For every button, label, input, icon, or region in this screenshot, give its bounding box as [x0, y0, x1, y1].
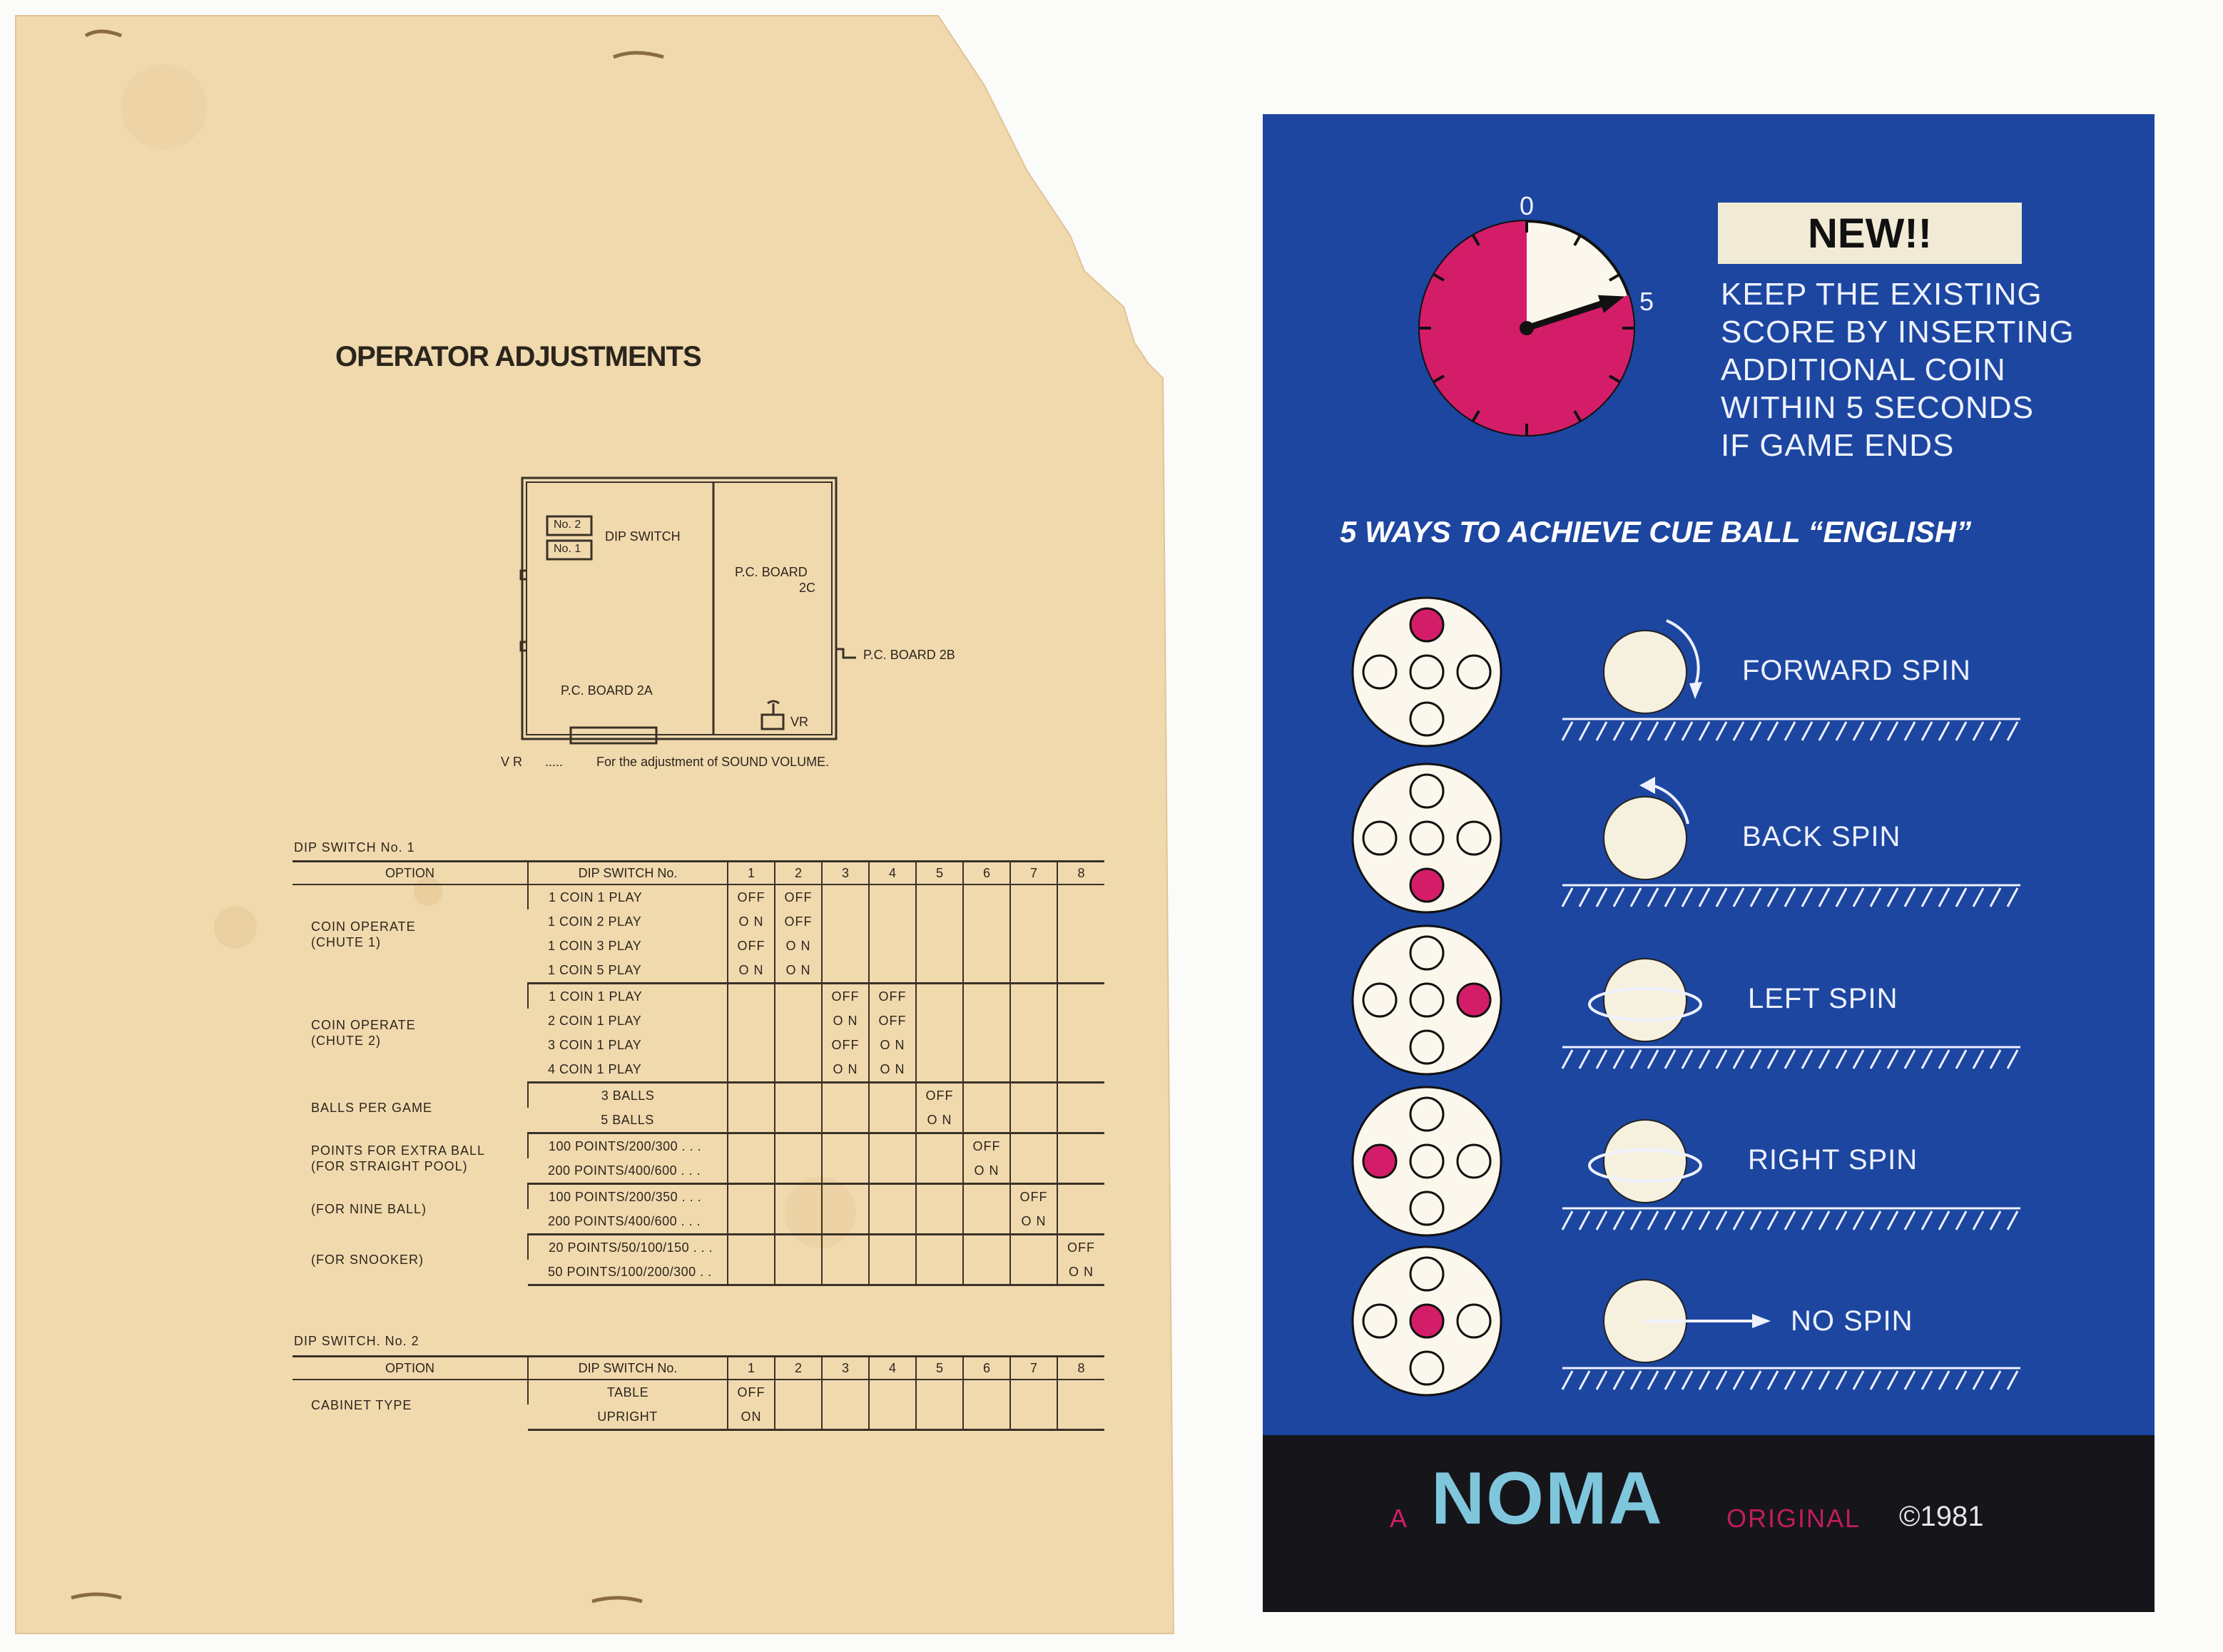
switch-7-value [1010, 1009, 1057, 1033]
header-switch-8: 8 [1057, 862, 1104, 885]
cue-ball-icon [1604, 1120, 1687, 1203]
header-switch-3: 3 [822, 1357, 869, 1380]
switch-4-value: OFF [869, 984, 916, 1009]
switch-6-value [963, 1057, 1010, 1083]
switch-2-value: O N [775, 934, 822, 958]
switch-4-value [869, 1260, 916, 1285]
header-switch-7: 7 [1010, 1357, 1057, 1380]
switch-7-value [1010, 1404, 1057, 1430]
switch-4-value [869, 1235, 916, 1260]
switch-5-value [916, 1235, 963, 1260]
setting-row [292, 1184, 1104, 1210]
header-switch-8: 8 [1057, 1357, 1104, 1380]
strike-point-dot [1410, 608, 1443, 641]
switch-4-value: O N [869, 1057, 916, 1083]
switch-5-value [916, 884, 963, 909]
switch-2-value [775, 1083, 822, 1108]
switch-3-value [822, 884, 869, 909]
switch-4-value: O N [869, 1033, 916, 1057]
header-option: OPTION [292, 862, 528, 885]
header-switch-5: 5 [916, 862, 963, 885]
setting-name: 3 BALLS [528, 1083, 728, 1108]
brand-original: ORIGINAL [1726, 1504, 1861, 1533]
switch-1-value: ON [728, 1404, 775, 1430]
switch-3-value [822, 934, 869, 958]
switch-2-value [775, 1133, 822, 1159]
aim-point-circle [1410, 775, 1443, 807]
switch-3-value [822, 958, 869, 984]
switch-1-value: O N [728, 958, 775, 984]
spin-label: RIGHT SPIN [1748, 1144, 1918, 1176]
aim-point-circle [1410, 1352, 1443, 1385]
header-switch-1: 1 [728, 1357, 775, 1380]
switch-8-value [1057, 1133, 1104, 1159]
switch-1-value [728, 1057, 775, 1083]
cue-ball-icon [1604, 797, 1687, 879]
aim-point-circle [1410, 1258, 1443, 1290]
dip-switch-no1-label: No. 1 [554, 543, 581, 555]
switch-8-value [1057, 1108, 1104, 1133]
table-surface-hatch [1562, 1211, 2018, 1230]
switch-1-value: OFF [728, 1380, 775, 1404]
vr-label: VR [790, 715, 809, 729]
option-name [292, 1380, 528, 1430]
switch-8-value [1057, 1404, 1104, 1430]
switch-3-value [822, 1380, 869, 1404]
switch-2-value [775, 1404, 822, 1430]
switch-1-value [728, 1184, 775, 1210]
setting-name: 5 BALLS [528, 1108, 728, 1133]
timer-label-0: 0 [1520, 191, 1535, 220]
option-name [292, 1083, 528, 1133]
switch-4-value [869, 909, 916, 934]
aim-point-circle [1458, 656, 1490, 688]
switch-4-value [869, 1184, 916, 1210]
aim-point-circle [1410, 656, 1443, 688]
switch-1-value: O N [728, 909, 775, 934]
switch-6-value [963, 1260, 1010, 1285]
setting-name: 20 POINTS/50/100/150 . . . [528, 1235, 728, 1260]
switch-5-value [916, 909, 963, 934]
switch-5-value: OFF [916, 1083, 963, 1108]
switch-4-value [869, 1404, 916, 1430]
switch-2-value: O N [775, 958, 822, 984]
option-name [292, 1184, 528, 1235]
pc-board-2a-label: P.C. BOARD 2A [561, 683, 653, 698]
spin-label: BACK SPIN [1742, 821, 1901, 852]
switch-1-value [728, 1083, 775, 1108]
switch-4-value [869, 884, 916, 909]
table-surface-hatch [1562, 1050, 2018, 1069]
aim-point-circle [1410, 1098, 1443, 1131]
switch-1-value [728, 984, 775, 1009]
switch-6-value [963, 1009, 1010, 1033]
dip-switch-1-title: DIP SWITCH No. 1 [294, 840, 415, 855]
switch-6-value [963, 984, 1010, 1009]
aim-point-circle [1458, 1145, 1490, 1178]
option-name-line: BALLS PER GAME [311, 1101, 433, 1115]
switch-4-value: OFF [869, 1009, 916, 1033]
spin-diagram [1263, 922, 2155, 1079]
switch-3-value [822, 1184, 869, 1210]
switch-5-value [916, 1260, 963, 1285]
switch-3-value [822, 1404, 869, 1430]
switch-2-value [775, 1057, 822, 1083]
note-sound-volume: For the adjustment of SOUND VOLUME. [596, 755, 830, 769]
option-name [292, 1235, 528, 1285]
switch-8-value [1057, 884, 1104, 909]
switch-2-value [775, 1260, 822, 1285]
switch-2-value [775, 1235, 822, 1260]
switch-6-value [963, 958, 1010, 984]
aim-point-circle [1363, 984, 1396, 1016]
switch-5-value [916, 1033, 963, 1057]
spin-row-forward-spin [1263, 593, 2155, 750]
cue-ball-icon [1604, 959, 1687, 1041]
dip-switch-2-title: DIP SWITCH. No. 2 [294, 1334, 419, 1348]
switch-4-value [869, 1133, 916, 1159]
switch-5-value [916, 958, 963, 984]
aim-point-circle [1458, 822, 1490, 855]
switch-7-value: OFF [1010, 1184, 1057, 1210]
header-switch-2: 2 [775, 862, 822, 885]
strike-point-dot [1363, 1145, 1396, 1178]
switch-2-value [775, 1033, 822, 1057]
dip-switch-label: DIP SWITCH [605, 529, 681, 544]
switch-6-value: O N [963, 1158, 1010, 1184]
spin-row-left-spin [1263, 922, 2155, 1079]
switch-3-value [822, 1209, 869, 1235]
cue-ball-icon [1604, 631, 1687, 713]
option-name-line: (FOR NINE BALL) [311, 1202, 427, 1216]
switch-2-value [775, 1108, 822, 1133]
switch-1-value [728, 1009, 775, 1033]
switch-8-value [1057, 909, 1104, 934]
switch-8-value [1057, 1057, 1104, 1083]
switch-1-value [728, 1158, 775, 1184]
switch-5-value [916, 984, 963, 1009]
keep-line-3: ADDITIONAL COIN [1721, 352, 2006, 387]
spin-diagram [1263, 1243, 2155, 1399]
switch-3-value [822, 1260, 869, 1285]
switch-1-value [728, 1033, 775, 1057]
switch-5-value [916, 934, 963, 958]
setting-row [292, 984, 1104, 1009]
setting-row [292, 1133, 1104, 1159]
aim-point-circle [1363, 656, 1396, 688]
ways-title: 5 WAYS TO ACHIEVE CUE BALL “ENGLISH” [1340, 515, 1972, 549]
note-dots: ..... [545, 755, 564, 769]
strike-point-dot [1458, 984, 1490, 1016]
switch-5-value: O N [916, 1108, 963, 1133]
setting-name: 2 COIN 1 PLAY [548, 1013, 642, 1028]
header-switch-6: 6 [963, 862, 1010, 885]
switch-7-value: O N [1010, 1209, 1057, 1235]
brand-copyright: ©1981 [1899, 1501, 1984, 1532]
setting-name: 1 COIN 1 PLAY [528, 884, 728, 909]
setting-row [292, 884, 1104, 909]
setting-name: 200 POINTS/400/600 . . . [528, 1209, 728, 1235]
setting-name: 1 COIN 3 PLAY [548, 938, 642, 953]
switch-3-value [822, 1158, 869, 1184]
header-switch-5: 5 [916, 1357, 963, 1380]
board-layout-diagram [499, 471, 999, 770]
option-name-line: (FOR SNOOKER) [311, 1253, 424, 1267]
setting-row [292, 1083, 1104, 1108]
switch-6-value [963, 1235, 1010, 1260]
aim-point-circle [1410, 1031, 1443, 1064]
switch-7-value [1010, 1133, 1057, 1159]
spin-row-back-spin [1263, 760, 2155, 917]
spin-diagram [1263, 593, 2155, 750]
option-name-line: (CHUTE 1) [311, 934, 381, 949]
switch-2-value [775, 1209, 822, 1235]
keep-line-1: KEEP THE EXISTING [1721, 277, 2043, 312]
setting-name: UPRIGHT [528, 1404, 728, 1430]
switch-4-value [869, 1158, 916, 1184]
arrow-head-icon [1689, 682, 1702, 699]
table-surface-hatch [1562, 722, 2018, 740]
note-vr: V R [501, 755, 523, 769]
switch-7-value [1010, 909, 1057, 934]
switch-8-value [1057, 1009, 1104, 1033]
arrow-head-icon [1639, 777, 1655, 794]
switch-6-value [963, 909, 1010, 934]
switch-1-value [728, 1235, 775, 1260]
switch-5-value [916, 1184, 963, 1210]
option-name-line: POINTS FOR EXTRA BALL [311, 1143, 486, 1158]
option-name-line: (CHUTE 2) [311, 1034, 381, 1048]
switch-8-value: OFF [1057, 1235, 1104, 1260]
setting-name: 200 POINTS/400/600 . . . [528, 1158, 728, 1184]
switch-5-value [916, 1380, 963, 1404]
instruction-card [1263, 114, 2155, 1612]
pc-board-2c-number: 2C [799, 581, 816, 595]
setting-name: 50 POINTS/100/200/300 . . [528, 1260, 728, 1285]
switch-4-value [869, 1209, 916, 1235]
switch-6-value [963, 1108, 1010, 1133]
option-name-line: CABINET TYPE [311, 1397, 412, 1412]
option-name-line: COIN OPERATE [311, 1018, 416, 1032]
setting-name: 1 COIN 1 PLAY [528, 984, 728, 1009]
switch-4-value [869, 1083, 916, 1108]
setting-name: 1 COIN 5 PLAY [528, 958, 728, 984]
spin-row-no-spin [1263, 1243, 2155, 1399]
switch-7-value [1010, 1380, 1057, 1404]
spin-diagram [1263, 760, 2155, 917]
switch-3-value [822, 909, 869, 934]
spin-row-right-spin [1263, 1083, 2155, 1240]
switch-7-value [1010, 884, 1057, 909]
setting-name: 1 COIN 2 PLAY [548, 914, 642, 929]
option-name [292, 1133, 528, 1184]
switch-1-value: OFF [728, 884, 775, 909]
timer-label-5: 5 [1639, 287, 1654, 316]
option-name-line: (FOR STRAIGHT POOL) [311, 1159, 468, 1173]
switch-8-value [1057, 984, 1104, 1009]
option-name [292, 884, 528, 984]
switch-7-value [1010, 934, 1057, 958]
switch-7-value [1010, 1260, 1057, 1285]
switch-7-value [1010, 1158, 1057, 1184]
switch-8-value: O N [1057, 1260, 1104, 1285]
switch-8-value [1057, 1380, 1104, 1404]
setting-name: 4 COIN 1 PLAY [528, 1057, 728, 1083]
spin-label: FORWARD SPIN [1742, 655, 1971, 686]
switch-4-value [869, 1108, 916, 1133]
switch-6-value [963, 1380, 1010, 1404]
pc-board-2c-label: P.C. BOARD [735, 565, 808, 579]
table-surface-hatch [1562, 888, 2018, 907]
switch-8-value [1057, 1209, 1104, 1235]
header-switch-2: 2 [775, 1357, 822, 1380]
switch-4-value [869, 1380, 916, 1404]
keep-line-5: IF GAME ENDS [1721, 428, 1955, 463]
switch-6-value [963, 884, 1010, 909]
dip-switch-2-table [292, 1355, 1104, 1431]
spin-label: NO SPIN [1791, 1305, 1913, 1337]
pc-board-2b-label: P.C. BOARD 2B [863, 648, 955, 662]
switch-7-value [1010, 1108, 1057, 1133]
spin-label: LEFT SPIN [1748, 983, 1898, 1014]
switch-2-value [775, 1158, 822, 1184]
switch-3-value [822, 1133, 869, 1159]
switch-3-value: OFF [822, 1033, 869, 1057]
switch-7-value [1010, 1033, 1057, 1057]
switch-3-value [822, 1235, 869, 1260]
aim-point-circle [1410, 984, 1443, 1016]
brand-a: A [1390, 1504, 1408, 1533]
strike-point-dot [1410, 1305, 1443, 1337]
aim-point-circle [1410, 937, 1443, 969]
switch-3-value [822, 1083, 869, 1108]
aim-point-circle [1410, 1145, 1443, 1178]
sheet-title: OPERATOR ADJUSTMENTS [335, 341, 701, 372]
aim-point-circle [1363, 1305, 1396, 1337]
switch-7-value [1010, 1235, 1057, 1260]
switch-1-value [728, 1133, 775, 1159]
aim-point-circle [1410, 1192, 1443, 1225]
header-option: OPTION [292, 1357, 528, 1380]
switch-8-value [1057, 1083, 1104, 1108]
switch-4-value [869, 958, 916, 984]
switch-3-value: OFF [822, 984, 869, 1009]
switch-8-value [1057, 1184, 1104, 1210]
switch-5-value [916, 1404, 963, 1430]
switch-1-value [728, 1108, 775, 1133]
switch-2-value: OFF [775, 884, 822, 909]
setting-row [292, 1380, 1104, 1404]
dip-switch-1-table [292, 860, 1104, 1286]
brand-noma-logo: NOMA [1431, 1457, 1664, 1540]
switch-2-value: OFF [775, 909, 822, 934]
aim-point-circle [1410, 822, 1443, 855]
strike-point-dot [1410, 869, 1443, 902]
header-switch-1: 1 [728, 862, 775, 885]
switch-1-value [728, 1209, 775, 1235]
arrow-head-icon [1752, 1314, 1771, 1328]
header-switch-4: 4 [869, 862, 916, 885]
switch-6-value [963, 1083, 1010, 1108]
setting-name: TABLE [528, 1380, 728, 1404]
switch-5-value [916, 1057, 963, 1083]
header-switch-7: 7 [1010, 862, 1057, 885]
new-label: NEW!! [1808, 210, 1932, 257]
switch-7-value [1010, 984, 1057, 1009]
option-name-line: COIN OPERATE [311, 919, 416, 934]
setting-row [292, 1235, 1104, 1260]
switch-6-value: OFF [963, 1133, 1010, 1159]
switch-8-value [1057, 934, 1104, 958]
switch-8-value [1057, 958, 1104, 984]
switch-6-value [963, 1209, 1010, 1235]
switch-1-value [728, 1260, 775, 1285]
switch-2-value [775, 1380, 822, 1404]
switch-5-value [916, 1158, 963, 1184]
aim-point-circle [1363, 822, 1396, 855]
switch-6-value [963, 1033, 1010, 1057]
switch-6-value [963, 1404, 1010, 1430]
switch-7-value [1010, 958, 1057, 984]
switch-7-value [1010, 1083, 1057, 1108]
switch-3-value: O N [822, 1057, 869, 1083]
dip-switch-no2-label: No. 2 [554, 519, 581, 531]
header-switch-4: 4 [869, 1357, 916, 1380]
switch-1-value: OFF [728, 934, 775, 958]
switch-3-value [822, 1108, 869, 1133]
header-dip-switch-no: DIP SWITCH No. [528, 1357, 728, 1380]
new-badge [1718, 203, 2022, 264]
switch-6-value [963, 1184, 1010, 1210]
switch-5-value [916, 1209, 963, 1235]
switch-4-value [869, 934, 916, 958]
switch-5-value [916, 1009, 963, 1033]
switch-2-value [775, 1184, 822, 1210]
switch-2-value [775, 1009, 822, 1033]
keep-line-4: WITHIN 5 SECONDS [1721, 390, 2034, 425]
aim-point-circle [1458, 1305, 1490, 1337]
switch-6-value [963, 934, 1010, 958]
option-name [292, 984, 528, 1083]
setting-name: 100 POINTS/200/350 . . . [528, 1184, 728, 1210]
table-surface-hatch [1562, 1371, 2018, 1390]
header-dip-switch-no: DIP SWITCH No. [528, 862, 728, 885]
header-switch-3: 3 [822, 862, 869, 885]
setting-name: 3 COIN 1 PLAY [548, 1037, 642, 1052]
header-switch-6: 6 [963, 1357, 1010, 1380]
switch-7-value [1010, 1057, 1057, 1083]
keep-line-2: SCORE BY INSERTING [1721, 315, 2075, 350]
switch-2-value [775, 984, 822, 1009]
aim-point-circle [1410, 703, 1443, 735]
spin-diagram [1263, 1083, 2155, 1240]
setting-name: 100 POINTS/200/300 . . . [528, 1133, 728, 1159]
switch-5-value [916, 1133, 963, 1159]
switch-8-value [1057, 1158, 1104, 1184]
switch-8-value [1057, 1033, 1104, 1057]
switch-3-value: O N [822, 1009, 869, 1033]
